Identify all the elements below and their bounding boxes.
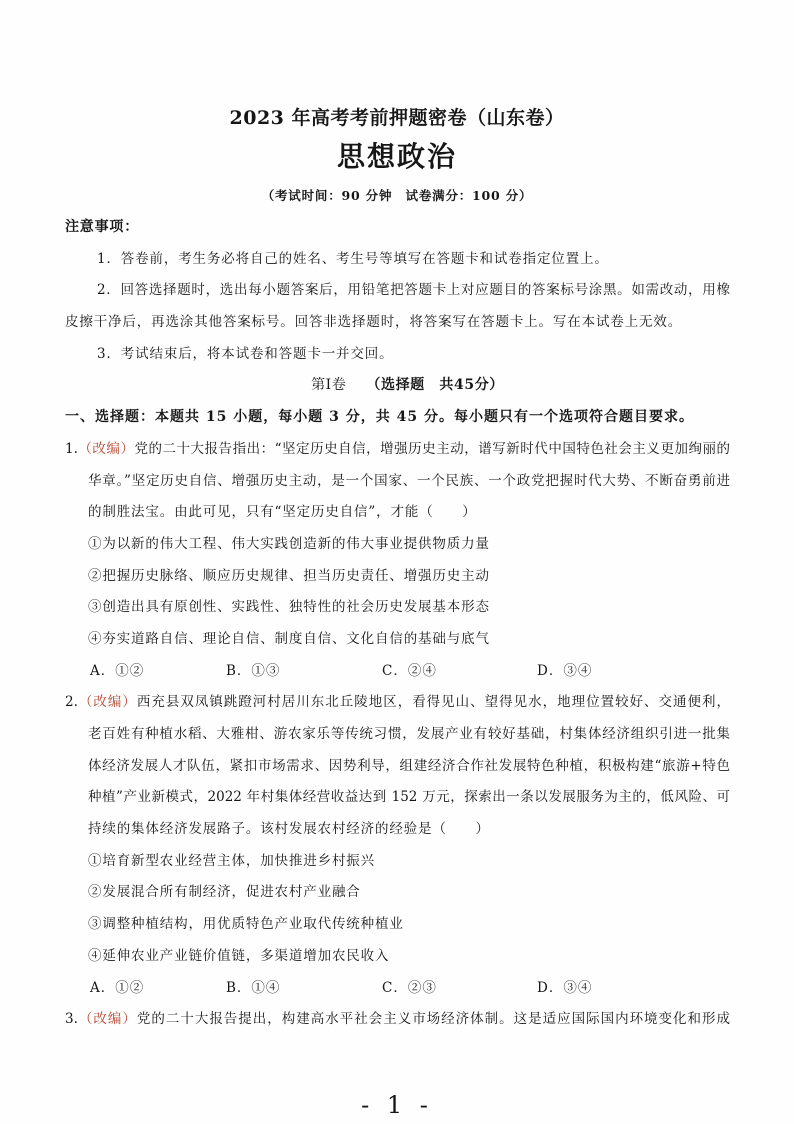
question-2-line-4: 种植”产业新模式，2022 年村集体经营收益达到 152 万元，探索出一条以发展服务为主的，低风险、可	[88, 789, 730, 806]
exam-body	[65, 212, 730, 1036]
section-label: （选择题 共45分）	[366, 377, 504, 394]
question-2-statement-1: ①培育新型农业经营主体，加快推进乡村振兴	[88, 852, 375, 869]
question-2-statement-4: ④延伸农业产业链价值链，多渠道增加农民收入	[88, 947, 390, 964]
notice-item-2-line-2: 皮擦干净后，再选涂其他答案标号。回答非选择题时，将答案写在答题卡上。写在本试卷上无效。	[65, 314, 683, 331]
question-number: 2.	[65, 694, 78, 711]
section-title	[65, 370, 730, 402]
question-stem-text: 党的二十大报告指出：“坚定历史自信，增强历史主动，谱写新时代中国特色社会主义更加绚丽的	[134, 440, 730, 457]
question-2-line-2: 老百姓有种植水稻、大雅柑、游农家乐等传统习惯，发展产业有较好基础，村集体经济组织引进一批集	[88, 726, 730, 742]
question-2-line-1	[65, 687, 730, 719]
option-a: A．①②	[90, 979, 145, 996]
notice-item-1: 1．答卷前，考生务必将自己的姓名、考生号等填写在答题卡和试卷指定位置上。	[97, 250, 609, 267]
question-1-statement-2: ②把握历史脉络、顺应历史规律、担当历史责任、增强历史主动	[88, 567, 490, 584]
notice-item-2-line-1: 2．回答选择题时，选出每小题答案后，用铅笔把答题卡上对应题目的答案标号涂黑。如需改动，用橡	[97, 282, 730, 299]
option-c: C．②③	[382, 979, 437, 996]
question-2-options	[65, 973, 730, 1005]
question-2-statement-2: ②发展混合所有制经济，促进农村产业融合	[88, 884, 361, 901]
question-1-statement-1: ①为以新的伟大工程、伟大实践创造新的伟大事业提供物质力量	[88, 535, 490, 552]
question-1-line-3: 的制胜法宝。由此可见，只有“坚定历史自信”，才能（ ）	[88, 504, 477, 521]
exam-title: 2023 年高考考前押题密卷（山东卷）	[229, 107, 565, 129]
question-tag: （改编）	[77, 694, 137, 711]
question-tag: （改编）	[77, 440, 135, 457]
option-d: D．③④	[537, 662, 593, 679]
option-c: C．②④	[382, 662, 437, 679]
question-1-options	[65, 656, 730, 688]
notice-heading: 注意事项：	[65, 219, 139, 235]
question-2-line-3: 体经济发展人才队伍，紧扣市场需求、因势利导，组建经济合作社发展特色种植，积极构建“旅游+特色	[88, 757, 730, 774]
question-1-line-1	[65, 434, 730, 466]
section-instruction: 一、选择题：本题共 15 小题，每小题 3 分，共 45 分。每小题只有一个选项符合题目要求。	[65, 409, 694, 426]
question-stem-text: 西充县双凤镇跳蹬河村居川东北丘陵地区，看得见山、望得见水，地理位置较好、交通便利，	[136, 694, 730, 711]
question-number: 1.	[65, 440, 78, 457]
option-b: B．①④	[226, 979, 281, 996]
question-1-line-2: 华章。”坚定历史自信、增强历史主动，是一个国家、一个民族、一个政党把握时代大势、不断奋勇前进	[88, 472, 730, 489]
option-a: A．①②	[90, 662, 145, 679]
question-2-line-5: 持续的集体经济发展路子。该村发展农村经济的经验是（ ）	[88, 821, 490, 838]
exam-info: （考试时间：90 分钟 试卷满分：100 分）	[261, 188, 533, 203]
question-2-statement-3: ③调整种植结构，用优质特色产业取代传统种植业	[88, 916, 404, 933]
question-1-statement-4: ④夯实道路自信、理论自信、制度自信、文化自信的基础与底气	[88, 630, 490, 647]
question-number: 3.	[65, 1011, 78, 1028]
notice-item-3: 3．考试结束后，将本试卷和答题卡一并交回。	[97, 345, 394, 362]
question-stem-text: 党的二十大报告提出，构建高水平社会主义市场经济体制。这是适应国际国内环境变化和形成	[136, 1011, 730, 1028]
page-number: - 1 -	[361, 1091, 433, 1119]
subject-title: 思想政治	[336, 140, 457, 173]
question-1-statement-3: ③创造出具有原创性、实践性、独特性的社会历史发展基本形态	[88, 599, 490, 616]
option-d: D．③④	[537, 979, 593, 996]
question-tag: （改编）	[77, 1011, 137, 1028]
option-b: B．①③	[226, 662, 281, 679]
question-3-line-1	[65, 1004, 730, 1036]
section-volume: 第Ⅰ卷	[311, 377, 347, 394]
